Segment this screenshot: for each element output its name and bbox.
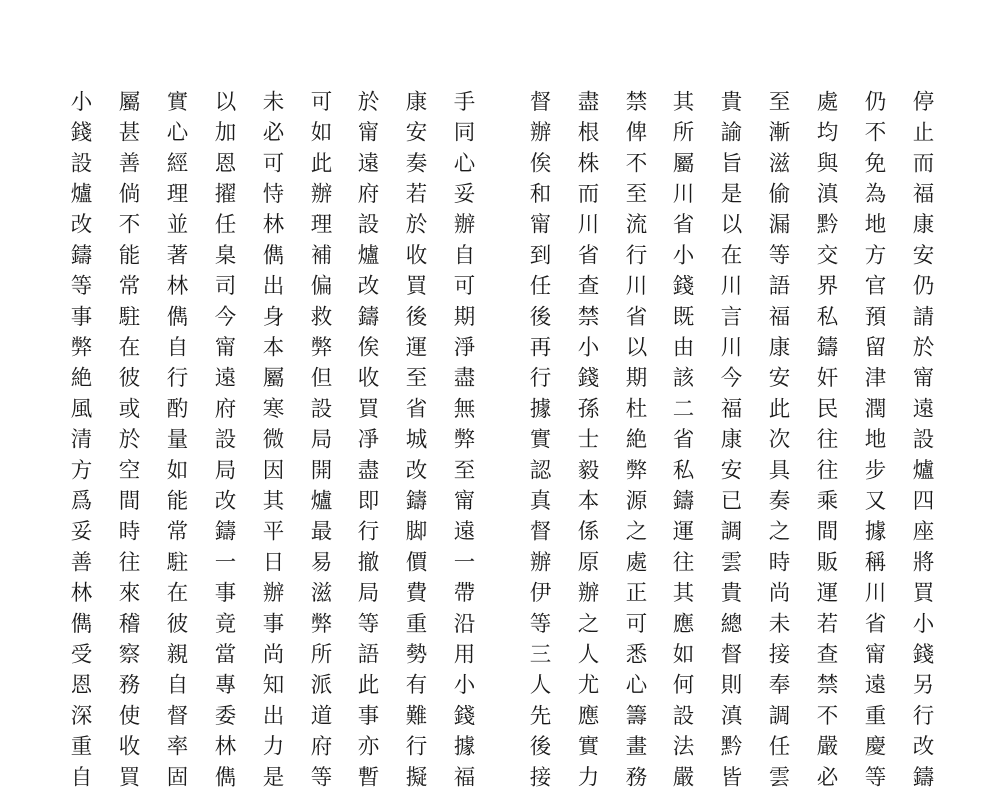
text-column: 處均與滇黔交界私鑄奸民往往乘間販運若查禁不嚴必: [813, 90, 838, 796]
text-column: 手同心妥辦自可期淨盡無弊至甯遠一帶沿用小錢據福: [450, 90, 475, 796]
text-column: 督辦俟和甯到任後再行據實認真督辦伊等三人先後接: [526, 90, 551, 796]
text-column: 仍不免為地方官預留津潤地步又據稱川省甯遠重慶等: [861, 90, 886, 796]
text-column: 其所屬川省小錢既由該二省私鑄運往其應如何設法嚴: [669, 90, 694, 796]
text-column: 至漸滋偷漏等語福康安此次具奏之時尚未接奉調任雲: [765, 90, 790, 796]
text-column: 實心經理並著林儁自行酌量如能常駐在彼親自督率固: [163, 90, 188, 796]
text-column: 未必可恃林儁出身本屬寒微因其平日辦事尚知出力是: [259, 90, 284, 796]
text-column: 康安奏若於收買後運至省城改鑄脚價費重勢有難行擬: [402, 90, 427, 796]
text-column: 可如此辦理補偏救弊但設局開爐最易滋弊所派道府等: [307, 90, 332, 796]
text-column: 以加恩擢任臬司今甯遠府設局改鑄一事竟當專委林儁: [211, 90, 236, 796]
text-column: 屬甚善倘不能常駐在彼或於空間時往來稽察務使收買: [115, 90, 140, 796]
text-column: 貴諭旨是以在川言川今福康安已調雲貴總督則滇黔皆: [717, 90, 742, 796]
text-column: 停止而福康安仍請於甯遠設爐四座將買小錢另行改鑄: [909, 90, 934, 796]
text-column: 於甯遠府設爐改鑄俟收買凈盡即行撤局等語此事亦暫: [354, 90, 379, 796]
text-column: 盡根株而川省查禁小錢孫士毅本係原辦之人尤應實力: [574, 90, 599, 796]
text-column: 小錢設爐改鑄等事弊絶風清方爲妥善林儁受恩深重自: [67, 90, 92, 796]
text-column: 禁俾不至流行川省以期杜絶弊源之處正可悉心籌畫務: [622, 90, 647, 796]
